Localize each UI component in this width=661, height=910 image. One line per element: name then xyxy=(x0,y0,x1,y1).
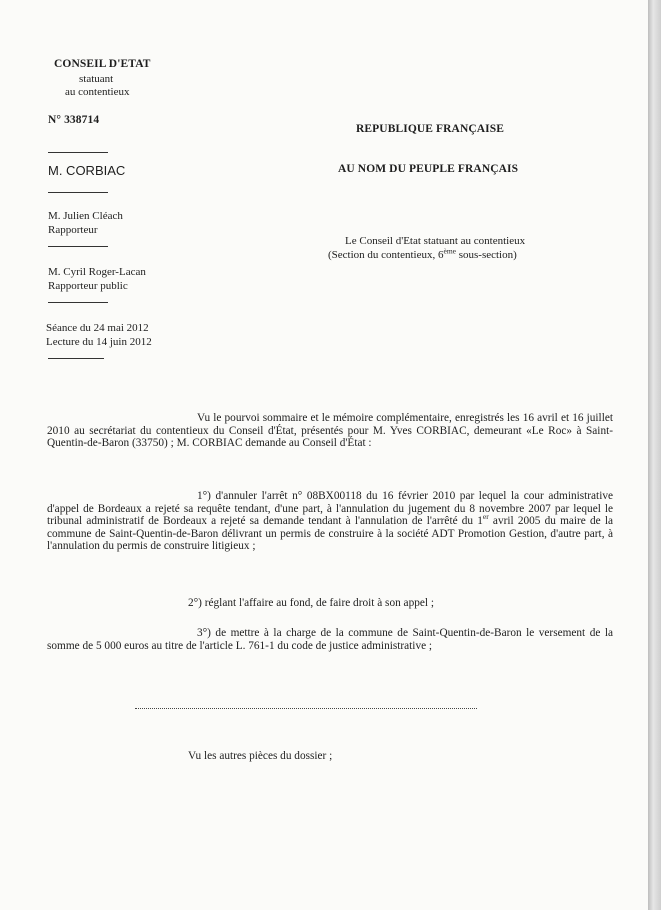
page-edge xyxy=(648,0,661,910)
separator-rule xyxy=(48,302,108,303)
separator-rule xyxy=(48,358,104,359)
institution-title: CONSEIL D'ETAT xyxy=(54,58,151,70)
body-paragraph-4: 3°) de mettre à la charge de la commune de Saint-Quentin-de-Baron le versement de la somme de 5 000 euros au titre de l'article L. 761-1 du code de justice administrative ; xyxy=(47,627,613,652)
case-number: N° 338714 xyxy=(48,114,100,126)
separator-rule xyxy=(48,152,108,153)
body-paragraph-5: Vu les autres pièces du dossier ; xyxy=(188,750,333,762)
au-nom-title: AU NOM DU PEUPLE FRANÇAIS xyxy=(338,163,519,175)
party-name: M. CORBIAC xyxy=(48,163,126,178)
court-line-2: (Section du contentieux, 6ème sous-section) xyxy=(328,246,517,261)
lecture-date: Lecture du 14 juin 2012 xyxy=(46,336,152,348)
separator-rule xyxy=(48,192,108,193)
rapporteur-role: Rapporteur xyxy=(48,224,98,236)
separator-rule xyxy=(48,246,108,247)
republic-title: REPUBLIQUE FRANÇAISE xyxy=(356,123,505,135)
statuant-label: statuant xyxy=(79,73,114,85)
dotted-separator xyxy=(135,708,477,709)
contentieux-label: au contentieux xyxy=(65,86,130,98)
rapporteur-name: M. Julien Cléach xyxy=(48,210,123,222)
court-line-1: Le Conseil d'Etat statuant au contentieux xyxy=(345,235,526,247)
body-paragraph-1: Vu le pourvoi sommaire et le mémoire complémentaire, enregistrés les 16 avril et 16 juillet 2010 au secrétariat du contentieux du Conseil d'État, présentés pour M. Yves CORBIAC, demeurant «Le Roc» à Saint-Quentin-de-Baron (33750) ; M. CORBIAC demande au Conseil d'État : xyxy=(47,412,613,450)
seance-date: Séance du 24 mai 2012 xyxy=(46,322,149,334)
rapporteur-public-name: M. Cyril Roger-Lacan xyxy=(48,266,146,278)
body-paragraph-2: 1°) d'annuler l'arrêt n° 08BX00118 du 16 février 2010 par lequel la cour administrative d'appel de Bordeaux a rejeté sa requête tendant, d'une part, à l'annulation du jugement du 8 novembre 2007 par lequel le tribunal administratif de Bordeaux a rejeté sa demande tendant à l'annulation de l'arrêté du 1er avril 2005 du maire de la commune de Saint-Quentin-de-Baron délivrant un permis de construire à la société ADT Promotion Gestion, d'autre part, à l'annulation du permis de construire litigieux ; xyxy=(47,490,613,553)
rapporteur-public-role: Rapporteur public xyxy=(48,280,128,292)
body-paragraph-3: 2°) réglant l'affaire au fond, de faire droit à son appel ; xyxy=(188,597,434,609)
